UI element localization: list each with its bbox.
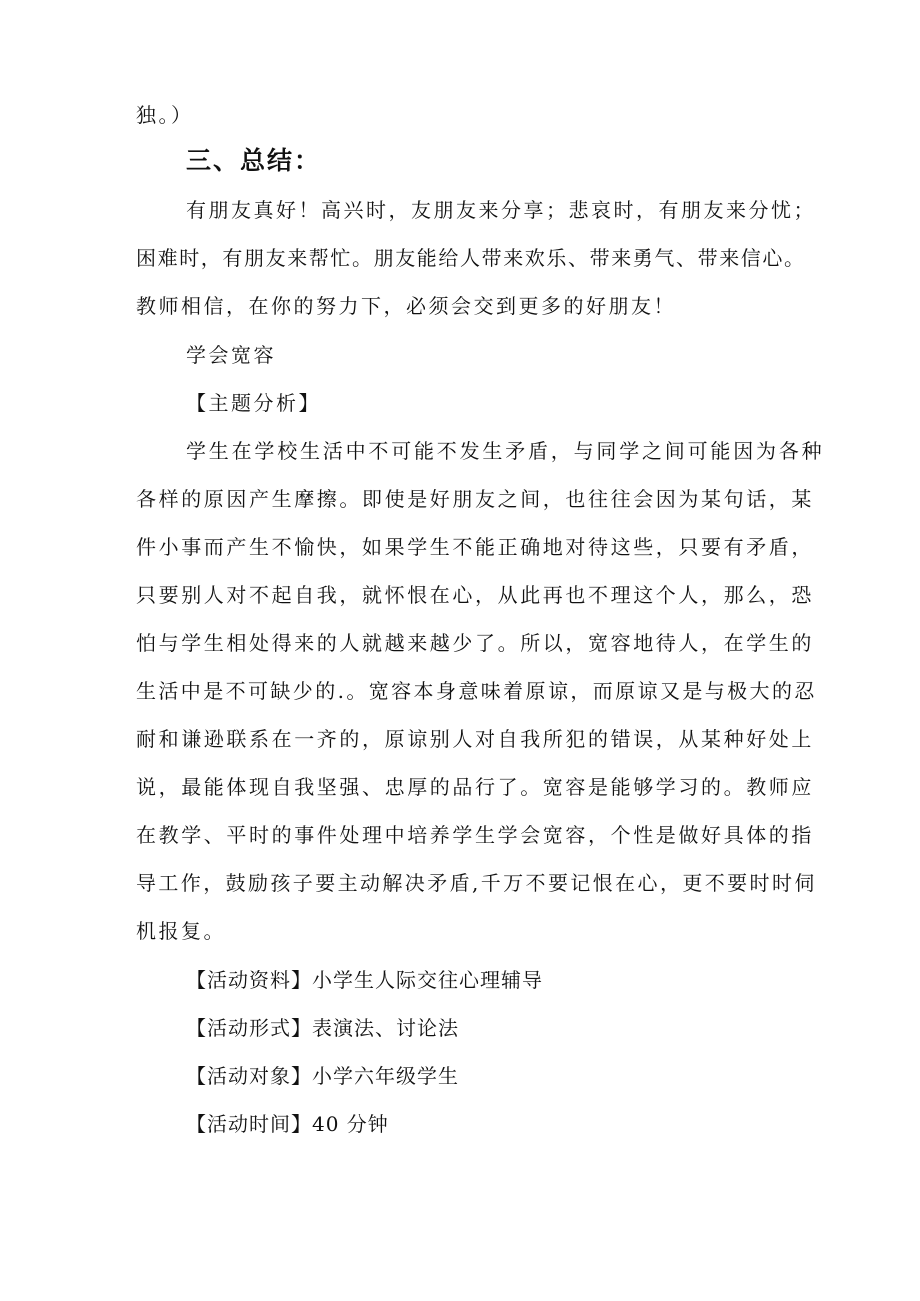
analysis-line: 各样的原因产生摩擦。即使是好朋友之间，也往往会因为某句话，某 xyxy=(136,487,814,511)
activity-info-item: 【活动资料】小学生人际交往心理辅导 xyxy=(186,968,543,992)
analysis-line: 耐和谦逊联系在一齐的，原谅别人对自我所犯的错误，从某种好处上 xyxy=(136,727,814,751)
summary-line: 困难时，有朋友来帮忙。朋友能给人带来欢乐、带来勇气、带来信心。 xyxy=(136,246,806,270)
analysis-line: 导工作，鼓励孩子要主动解决矛盾,千万不要记恨在心，更不要时时伺 xyxy=(136,871,817,895)
analysis-line: 机报复。 xyxy=(136,919,226,943)
analysis-line: 件小事而产生不愉快，如果学生不能正确地对待这些，只要有矛盾， xyxy=(136,535,814,559)
intro-tail-text: 独。） xyxy=(136,103,194,127)
analysis-line: 只要别人对不起自我，就怀恨在心，从此再也不理这个人，那么，恐 xyxy=(136,583,814,607)
activity-info-item: 【活动对象】小学六年级学生 xyxy=(186,1064,459,1088)
analysis-line: 怕与学生相处得来的人就越来越少了。所以，宽容地待人，在学生的 xyxy=(136,631,814,655)
lesson-title: 学会宽容 xyxy=(186,343,276,367)
activity-info-item: 【活动形式】表演法、讨论法 xyxy=(186,1016,459,1040)
summary-heading: 三、总结： xyxy=(186,146,322,175)
summary-line: 教师相信，在你的努力下，必须会交到更多的好朋友！ xyxy=(136,294,676,318)
analysis-line: 生活中是不可缺少的.。宽容本身意味着原谅，而原谅又是与极大的忍 xyxy=(136,679,817,703)
analysis-line: 在教学、平时的事件处理中培养学生学会宽容，个性是做好具体的指 xyxy=(136,823,814,847)
analysis-line: 说，最能体现自我坚强、忠厚的品行了。宽容是能够学习的。教师应 xyxy=(136,775,814,799)
analysis-heading: 【主题分析】 xyxy=(186,391,321,415)
analysis-line: 学生在学校生活中不可能不发生矛盾，与同学之间可能因为各种 xyxy=(186,439,825,463)
summary-line: 有朋友真好！高兴时，友朋友来分享；悲哀时，有朋友来分忧； xyxy=(186,198,816,222)
activity-info-item: 【活动时间】40 分钟 xyxy=(186,1112,389,1136)
